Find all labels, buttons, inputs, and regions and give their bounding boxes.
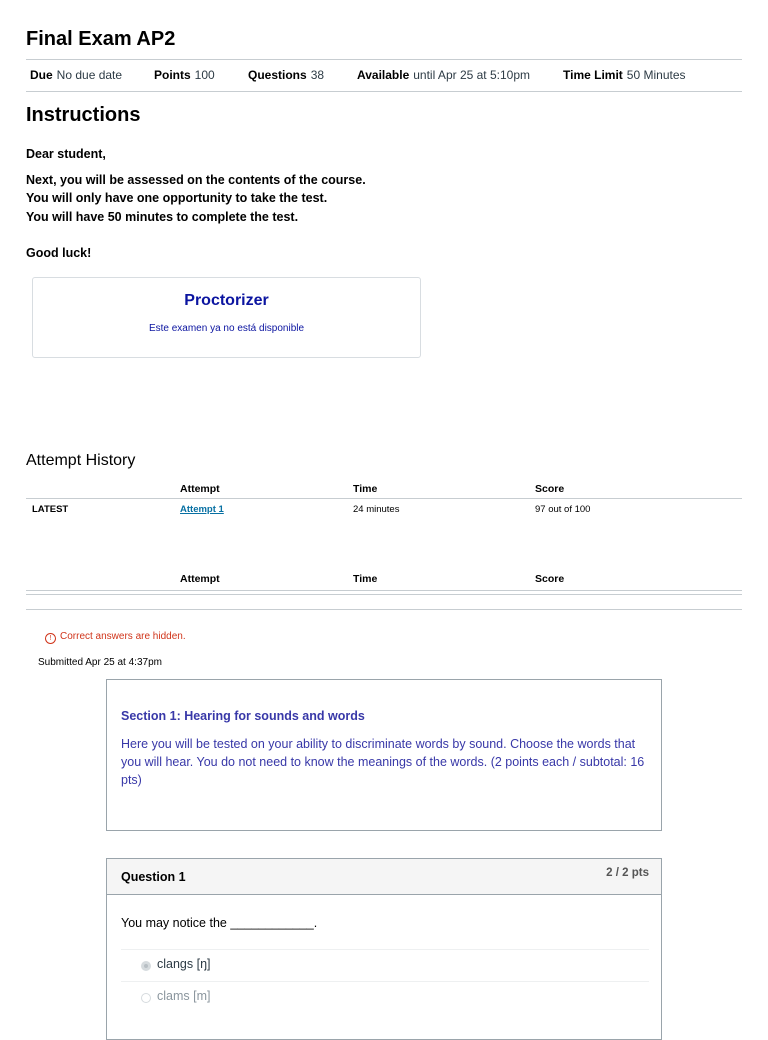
attempt-time: 24 minutes [353,504,400,515]
available-label: Available [357,68,410,82]
answer-option[interactable] [121,981,649,1013]
points-detail [154,68,215,82]
results-divider [26,609,742,610]
instructions-line: You will only have one opportunity to take the test. [26,191,328,205]
column-header-time: Time [353,573,378,585]
quiz-details-bar [26,59,742,92]
available-value: until Apr 25 at 5:10pm [413,68,530,82]
time-limit-value: 50 Minutes [626,68,686,82]
attempt-1-link[interactable]: Attempt 1 [180,504,224,515]
proctorizer-panel [32,277,421,358]
column-header-attempt: Attempt [180,483,220,495]
due-detail [30,68,122,82]
instructions-greeting: Dear student, [26,147,106,161]
points-value: 100 [194,68,215,82]
question-header [107,859,661,895]
questions-detail [248,68,324,82]
column-header-attempt: Attempt [180,573,220,585]
column-header-score: Score [535,483,565,495]
page-title: Final Exam AP2 [26,28,176,50]
instructions-line: You will have 50 minutes to complete the test. [26,210,299,224]
correct-answers-hidden-notice [45,631,186,644]
due-value: No due date [56,68,123,82]
column-header-time: Time [353,483,378,495]
question-title: Question 1 [121,870,186,884]
attempt-history-title: Attempt History [26,452,136,469]
hidden-note-text: Correct answers are hidden. [60,631,186,642]
answer-label: clangs [ŋ] [157,957,211,971]
section-body: Here you will be tested on your ability to discriminate words by sound. Choose the words that you will hear. You do not need to know the meanings of the words. (2 points each / subtotal: 16 pts) [121,737,645,787]
points-label: Points [154,68,191,82]
section-title: Section 1: Hearing for sounds and words [121,709,365,723]
instructions-line: Next, you will be assessed on the contents of the course. [26,173,366,187]
instructions-closing: Good luck! [26,246,92,260]
radio-button-icon[interactable] [141,961,151,971]
table-divider [26,590,742,591]
table-divider [26,594,742,595]
radio-button-icon[interactable] [141,993,151,1003]
question-text: You may notice the ____________. [121,916,318,930]
attempt-score: 97 out of 100 [535,504,591,515]
due-label: Due [30,68,53,82]
submitted-timestamp: Submitted Apr 25 at 4:37pm [38,657,162,668]
available-detail [357,68,530,82]
time-limit-label: Time Limit [563,68,623,82]
questions-label: Questions [248,68,307,82]
time-limit-detail [563,68,686,82]
column-header-score: Score [535,573,565,585]
answer-label: clams [m] [157,989,211,1003]
table-divider [26,498,742,499]
proctorizer-message: Este examen ya no está disponible [148,323,305,334]
question-card [106,858,662,1040]
exclamation-circle-icon: ! [45,633,56,644]
answer-option[interactable] [121,949,649,981]
questions-value: 38 [310,68,325,82]
section-description-box [106,679,662,831]
latest-tag: LATEST [32,504,69,515]
instructions-heading: Instructions [26,104,141,126]
proctorizer-title: Proctorizer [184,292,269,309]
question-points: 2 / 2 pts [606,867,649,879]
